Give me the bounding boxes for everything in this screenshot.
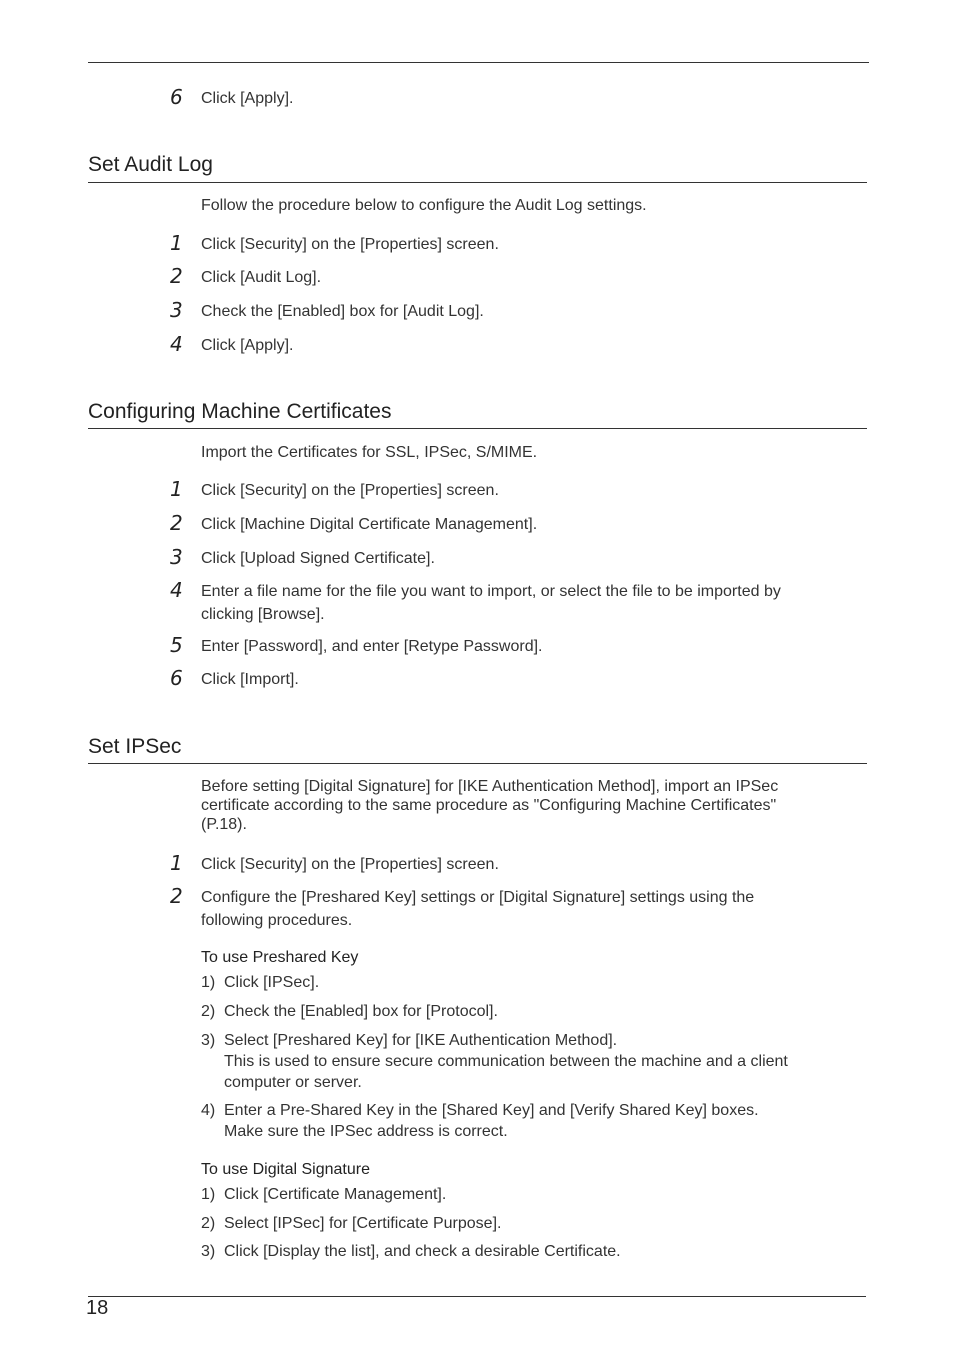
- section-rule: [88, 182, 867, 183]
- substep-number: 4): [201, 1102, 216, 1119]
- step-text: Click [Machine Digital Certificate Management].: [201, 516, 538, 533]
- substep-text: Select [Preshared Key] for [IKE Authentication Method].: [224, 1032, 618, 1049]
- section-heading-ipsec: Set IPSec: [88, 735, 182, 758]
- step-text: Enter a file name for the file you want to import, or select the file to be imported by: [201, 583, 781, 600]
- step-number: 5: [170, 633, 183, 657]
- step-number: 4: [170, 332, 183, 356]
- step-text: Click [Import].: [201, 671, 299, 688]
- substep-text: Click [IPSec].: [224, 974, 320, 991]
- step-text: Click [Security] on the [Properties] screen.: [201, 856, 499, 873]
- section-heading-machine-certificates: Configuring Machine Certificates: [88, 400, 392, 423]
- substep-text: Click [Display the list], and check a desirable Certificate.: [224, 1243, 621, 1260]
- top-rule: [88, 62, 869, 63]
- step-number: 6: [170, 666, 183, 690]
- step-number: 6: [170, 85, 183, 109]
- step-text: Configure the [Preshared Key] settings or [Digital Signature] settings using the: [201, 889, 755, 906]
- section-intro: Follow the procedure below to configure the Audit Log settings.: [201, 197, 647, 214]
- step-text: Click [Security] on the [Properties] screen.: [201, 482, 499, 499]
- step-number: 2: [170, 884, 183, 908]
- step-text: Enter [Password], and enter [Retype Password].: [201, 638, 543, 655]
- step-number: 1: [170, 477, 183, 501]
- step-number: 2: [170, 264, 183, 288]
- step-number: 1: [170, 851, 183, 875]
- section-intro-line: certificate according to the same procedure as "Configuring Machine Certificates": [201, 797, 777, 814]
- step-text: Click [Security] on the [Properties] screen.: [201, 236, 499, 253]
- subsection-title-preshared-key: To use Preshared Key: [201, 949, 359, 966]
- footer-rule: [88, 1296, 866, 1297]
- substep-text-continued: This is used to ensure secure communication between the machine and a client: [224, 1053, 788, 1070]
- step-number: 2: [170, 511, 183, 535]
- step-text: Click [Apply].: [201, 90, 294, 107]
- step-text-continued: clicking [Browse].: [201, 606, 325, 623]
- substep-text-continued: Make sure the IPSec address is correct.: [224, 1123, 508, 1140]
- substep-text: Check the [Enabled] box for [Protocol].: [224, 1003, 498, 1020]
- section-intro: Import the Certificates for SSL, IPSec, S/MIME.: [201, 444, 538, 461]
- substep-text: Select [IPSec] for [Certificate Purpose].: [224, 1215, 502, 1232]
- substep-number: 1): [201, 1186, 216, 1203]
- section-rule: [88, 763, 867, 764]
- step-number: 3: [170, 298, 183, 322]
- step-number: 1: [170, 231, 183, 255]
- substep-number: 3): [201, 1243, 216, 1260]
- substep-text: Enter a Pre-Shared Key in the [Shared Key] and [Verify Shared Key] boxes.: [224, 1102, 759, 1119]
- step-text: Check the [Enabled] box for [Audit Log].: [201, 303, 484, 320]
- step-text: Click [Apply].: [201, 337, 294, 354]
- step-number: 3: [170, 545, 183, 569]
- section-heading-audit-log: Set Audit Log: [88, 153, 213, 176]
- substep-number: 3): [201, 1032, 216, 1049]
- page-number: 18: [86, 1297, 109, 1319]
- section-rule: [88, 428, 867, 429]
- substep-text: Click [Certificate Management].: [224, 1186, 447, 1203]
- section-intro-line: Before setting [Digital Signature] for [IKE Authentication Method], import an IPSec: [201, 778, 779, 795]
- section-intro-line: (P.18).: [201, 816, 247, 833]
- step-number: 4: [170, 578, 183, 602]
- substep-number: 1): [201, 974, 216, 991]
- subsection-title-digital-signature: To use Digital Signature: [201, 1161, 370, 1178]
- substep-number: 2): [201, 1215, 216, 1232]
- step-text-continued: following procedures.: [201, 912, 353, 929]
- substep-number: 2): [201, 1003, 216, 1020]
- step-text: Click [Audit Log].: [201, 269, 322, 286]
- step-text: Click [Upload Signed Certificate].: [201, 550, 435, 567]
- substep-text-continued: computer or server.: [224, 1074, 362, 1091]
